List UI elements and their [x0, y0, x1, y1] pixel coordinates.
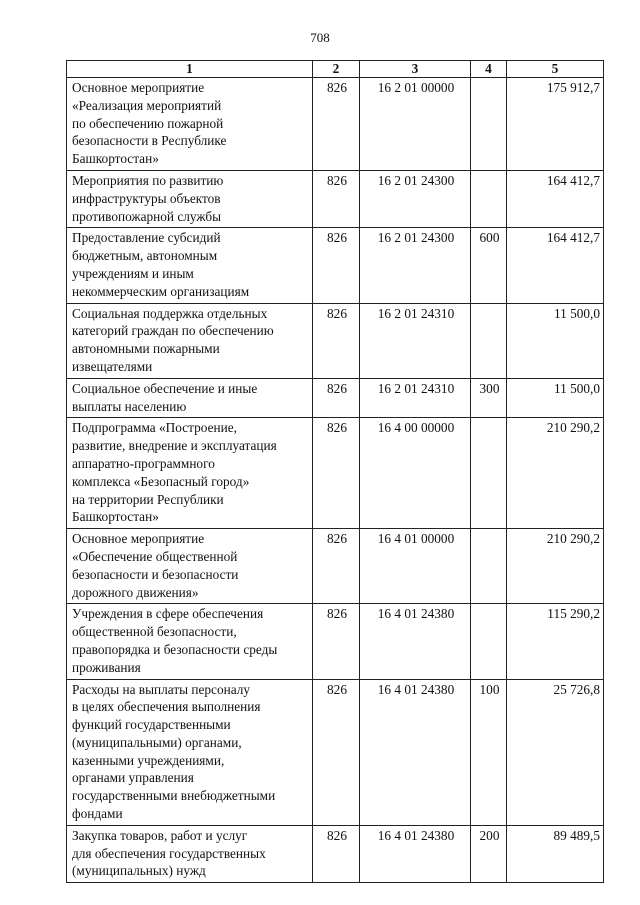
- amount-cell: 25 726,8: [507, 679, 604, 825]
- table-row: [67, 78, 604, 171]
- expense-name-line: на территории Республики: [72, 491, 224, 507]
- column-header-2: 2: [313, 61, 360, 78]
- expense-type-cell: 600: [471, 228, 507, 303]
- expense-name-cell: [67, 228, 313, 303]
- target-article-cell: 16 4 01 00000: [360, 529, 471, 604]
- table-row: [67, 418, 604, 529]
- expense-name-line: противопожарной службы: [72, 208, 222, 224]
- expense-type-cell: 300: [471, 378, 507, 418]
- expense-name-line: дорожного движения»: [72, 584, 199, 600]
- amount-cell: 164 412,7: [507, 228, 604, 303]
- table-row: [67, 529, 604, 604]
- target-article-cell: 16 2 01 24300: [360, 228, 471, 303]
- ministry-code-cell: 826: [313, 378, 360, 418]
- expense-name-line: учреждениям и иным: [72, 265, 194, 281]
- expense-name-line: «Реализация мероприятий: [72, 97, 222, 113]
- expense-name-line: функций государственными: [72, 717, 231, 733]
- ministry-code-cell: 826: [313, 604, 360, 679]
- expense-name-line: некоммерческим организациям: [72, 283, 250, 299]
- expense-type-cell: [471, 303, 507, 378]
- target-article-cell: 16 2 01 24310: [360, 378, 471, 418]
- expense-name-line: бюджетным, автономным: [72, 248, 218, 264]
- amount-cell: 175 912,7: [507, 78, 604, 171]
- ministry-code-cell: 826: [313, 529, 360, 604]
- expense-name-line: казенными учреждениями,: [72, 752, 225, 768]
- expense-name-line: Предоставление субсидий: [72, 230, 221, 246]
- expense-name-line: по обеспечению пожарной: [72, 115, 224, 131]
- amount-cell: 11 500,0: [507, 378, 604, 418]
- expense-name-line: для обеспечения государственных: [72, 845, 266, 861]
- expense-name-line: (муниципальными) органами,: [72, 734, 242, 750]
- expense-name-line: безопасности в Республике: [72, 133, 227, 149]
- expense-type-cell: [471, 418, 507, 529]
- expense-name-line: развитие, внедрение и эксплуатация: [72, 438, 277, 454]
- expense-name-cell: [67, 378, 313, 418]
- expense-name-line: аппаратно-программного: [72, 455, 215, 471]
- amount-cell: 164 412,7: [507, 170, 604, 227]
- expense-name-line: Башкортостан»: [72, 151, 159, 167]
- ministry-code-cell: 826: [313, 825, 360, 882]
- ministry-code-cell: 826: [313, 679, 360, 825]
- ministry-code-cell: 826: [313, 303, 360, 378]
- page-number: 708: [310, 30, 330, 45]
- expense-name-line: (муниципальных) нужд: [72, 863, 206, 879]
- expense-name-line: Закупка товаров, работ и услуг: [72, 827, 248, 843]
- target-article-cell: 16 2 01 24300: [360, 170, 471, 227]
- table-row: [67, 679, 604, 825]
- target-article-cell: 16 4 01 24380: [360, 679, 471, 825]
- expense-name-line: Учреждения в сфере обеспечения: [72, 606, 264, 622]
- table-row: [67, 604, 604, 679]
- table-row: [67, 378, 604, 418]
- target-article-cell: 16 4 00 00000: [360, 418, 471, 529]
- expense-name-cell: [67, 825, 313, 882]
- expense-type-cell: [471, 170, 507, 227]
- column-header-5: 5: [507, 61, 604, 78]
- expense-name-line: Мероприятия по развитию: [72, 172, 224, 188]
- expense-name-line: органами управления: [72, 770, 194, 786]
- column-header-3: 3: [360, 61, 471, 78]
- table-body: [67, 78, 604, 883]
- expense-name-line: Башкортостан»: [72, 509, 159, 525]
- expense-name-line: в целях обеспечения выполнения: [72, 699, 261, 715]
- expense-name-line: фондами: [72, 806, 123, 822]
- target-article-cell: 16 2 01 00000: [360, 78, 471, 171]
- ministry-code-cell: 826: [313, 418, 360, 529]
- table-row: [67, 228, 604, 303]
- expense-name-cell: [67, 418, 313, 529]
- expense-name-cell: [67, 170, 313, 227]
- expense-name-line: Основное мероприятие: [72, 531, 205, 547]
- expense-name-line: извещателями: [72, 358, 153, 374]
- expense-name-line: Социальная поддержка отдельных: [72, 305, 268, 321]
- table-row: [67, 825, 604, 882]
- amount-cell: 115 290,2: [507, 604, 604, 679]
- expense-type-cell: [471, 78, 507, 171]
- expense-name-line: инфраструктуры объектов: [72, 190, 221, 206]
- table-row: [67, 170, 604, 227]
- amount-cell: 89 489,5: [507, 825, 604, 882]
- expense-name-line: автономными пожарными: [72, 341, 220, 357]
- expense-name-line: «Обеспечение общественной: [72, 548, 238, 564]
- expense-name-cell: [67, 679, 313, 825]
- target-article-cell: 16 4 01 24380: [360, 825, 471, 882]
- column-header-4: 4: [471, 61, 507, 78]
- expense-name-line: Основное мероприятие: [72, 80, 205, 95]
- expense-name-line: Расходы на выплаты персоналу: [72, 681, 251, 697]
- expense-name-line: категорий граждан по обеспечению: [72, 323, 274, 339]
- expense-name-line: государственными внебюджетными: [72, 788, 276, 804]
- expense-type-cell: 100: [471, 679, 507, 825]
- amount-cell: 210 290,2: [507, 418, 604, 529]
- expense-name-cell: [67, 529, 313, 604]
- expense-name-line: комплекса «Безопасный город»: [72, 473, 250, 489]
- expense-type-cell: [471, 529, 507, 604]
- expense-name-line: правопорядка и безопасности среды: [72, 641, 278, 657]
- expense-name-line: общественной безопасности,: [72, 624, 237, 640]
- expense-type-cell: [471, 604, 507, 679]
- expense-name-line: безопасности и безопасности: [72, 566, 239, 582]
- expense-type-cell: 200: [471, 825, 507, 882]
- expense-name-cell: [67, 78, 313, 171]
- table-header-row: [67, 61, 604, 78]
- ministry-code-cell: 826: [313, 228, 360, 303]
- amount-cell: 11 500,0: [507, 303, 604, 378]
- target-article-cell: 16 2 01 24310: [360, 303, 471, 378]
- expense-name-cell: [67, 604, 313, 679]
- ministry-code-cell: 826: [313, 170, 360, 227]
- column-header-1: 1: [67, 61, 313, 78]
- target-article-cell: 16 4 01 24380: [360, 604, 471, 679]
- expense-name-cell: [67, 303, 313, 378]
- expense-name-line: Социальное обеспечение и иные: [72, 380, 258, 396]
- ministry-code-cell: 826: [313, 78, 360, 171]
- expense-name-line: Подпрограмма «Построение,: [72, 420, 237, 436]
- expense-name-line: выплаты населению: [72, 398, 187, 414]
- table-row: [67, 303, 604, 378]
- budget-table: [66, 60, 604, 883]
- expense-name-line: проживания: [72, 659, 141, 675]
- amount-cell: 210 290,2: [507, 529, 604, 604]
